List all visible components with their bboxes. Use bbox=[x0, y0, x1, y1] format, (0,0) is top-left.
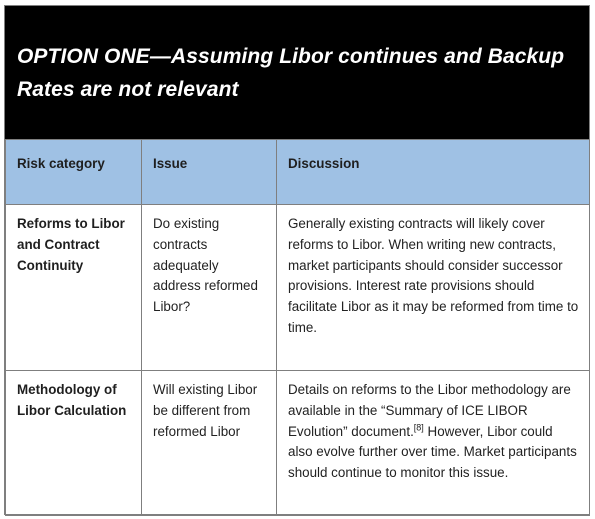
discussion-cell: Generally existing contracts will likely cover reforms to Libor. When writing new contracts, market participants should consider successor provisions. Interest rate provisions should facilitate Libor as it may be reformed from time to time. bbox=[277, 205, 590, 371]
issue-cell: Will existing Libor be different from reformed Libor bbox=[142, 371, 277, 516]
discussion-text-continued: However, Libor could also evolve further over time. Market participants should continue to monitor this issue. bbox=[288, 423, 577, 481]
table-row bbox=[6, 371, 590, 516]
discussion-text: Details on reforms to the Libor methodology are available in the “Summary of ICE LIBOR Evolution” document. bbox=[288, 382, 571, 439]
header-discussion: Discussion bbox=[277, 140, 590, 205]
table-title: OPTION ONE—Assuming Libor continues and Backup Rates are not relevant bbox=[17, 45, 565, 101]
risk-category-cell: Methodology of Libor Calculation bbox=[6, 371, 142, 516]
risk-category-cell: Reforms to Libor and Contract Continuity bbox=[6, 205, 142, 371]
header-issue: Issue bbox=[142, 140, 277, 205]
footnote-link[interactable]: [8] bbox=[413, 422, 424, 433]
title-bar bbox=[5, 6, 589, 139]
risk-table bbox=[5, 139, 590, 516]
risk-table-frame bbox=[4, 5, 590, 515]
header-risk-category: Risk category bbox=[6, 140, 142, 205]
issue-cell: Do existing contracts adequately address reformed Libor? bbox=[142, 205, 277, 371]
table-row bbox=[6, 205, 590, 371]
header-row bbox=[6, 140, 590, 205]
discussion-cell bbox=[277, 371, 590, 516]
